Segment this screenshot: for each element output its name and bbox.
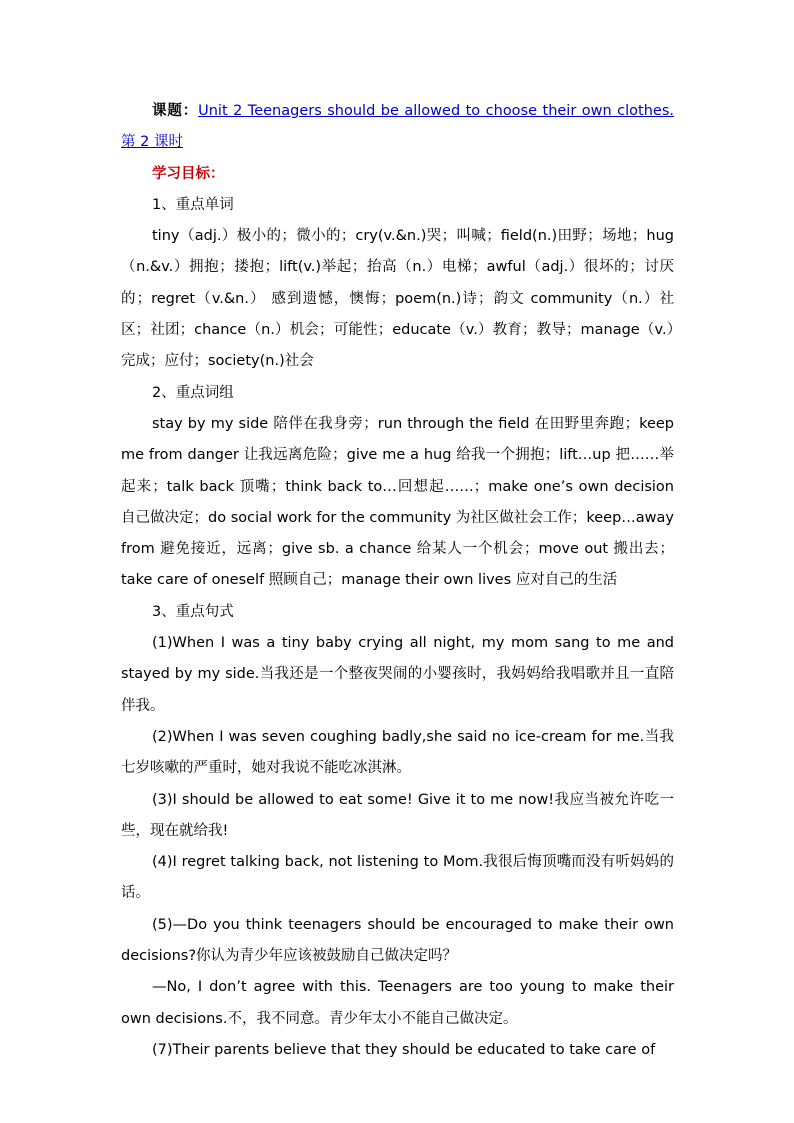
words-heading: 1、重点单词 <box>152 196 234 213</box>
lesson-title-label: 课题： <box>152 103 199 119</box>
sentence-item: —No, I don’t agree with this. Teenagers are too young to make their own decisions.不，我不同意。青少年太小不能自己做决定。 <box>121 979 674 1027</box>
sentence-item: (7)Their parents believe that they should be educated to take care of <box>152 1041 656 1058</box>
sentences-heading: 3、重点句式 <box>152 603 234 620</box>
lesson-title <box>121 96 674 159</box>
phrases-body: stay by my side 陪伴在我身旁；run through the field 在田野里奔跑；keep me from danger 让我远离危险；give me a hug 给我一个拥抱；lift…up 把……举起来；talk back 顶嘴；think back to…回想起……；make one’s own decision 自己做决定；do social work for the community 为社区做社会工作；keep…away from 避免接近，远离；give sb. a chance 给某人一个机会；move out 搬出去；take care of oneself 照顾自己；manage their own lives 应对自己的生活 <box>121 415 674 589</box>
phrases-heading: 2、重点词组 <box>152 384 234 401</box>
sentence-item: (3)I should be allowed to eat some! Give it to me now!我应当被允许吃一些，现在就给我! <box>121 791 674 839</box>
sentence-item: (5)—Do you think teenagers should be encouraged to make their own decisions?你认为青少年应该被鼓励自己做决定吗？ <box>121 916 674 965</box>
words-body: tiny（adj.）极小的；微小的；cry(v.&n.)哭；叫喊；field(n.)田野；场地；hug（n.&v.）拥抱；搂抱；lift(v.)举起；抬高（n.）电梯；awful（adj.）很坏的；讨厌的；regret（v.&n.） 感到遗憾，懊悔；poem(n.)诗；韵文 community（n.）社区；社团；chance（n.）机会；可能性；educate（v.）教育；教导；manage（v.）完成；应付；society(n.)社会 <box>121 228 674 370</box>
lesson-title-text: Unit 2 Teenagers should be allowed to choose their own clothes. 第 2 课时 <box>121 103 674 151</box>
sentence-item: (4)I regret talking back, not listening to Mom.我很后悔顶嘴而没有听妈妈的话。 <box>121 854 674 902</box>
sentence-item: (2)When I was seven coughing badly,she said no ice-cream for me.当我七岁咳嗽的严重时，她对我说不能吃冰淇淋。 <box>121 728 674 777</box>
goals-heading: 学习目标： <box>152 165 225 182</box>
sentence-item: (1)When I was a tiny baby crying all night, my mom sang to me and stayed by my side.当我还是一个整夜哭闹的小婴孩时，我妈妈给我唱歌并且一直陪伴我。 <box>121 635 674 714</box>
document-content <box>121 96 674 1066</box>
